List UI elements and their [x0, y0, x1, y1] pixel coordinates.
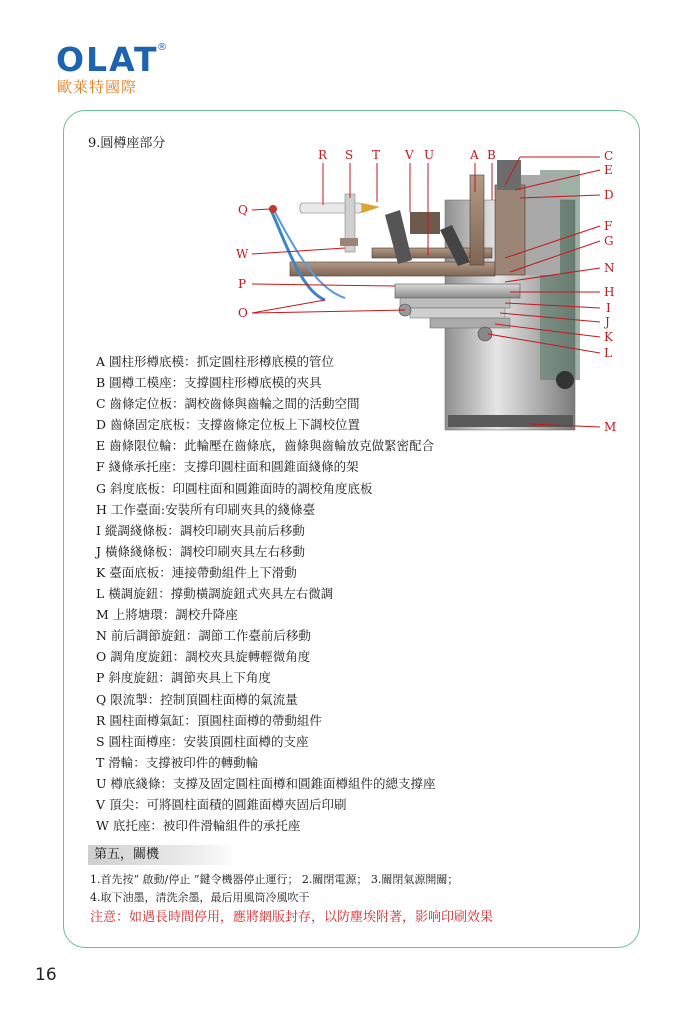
legend-item: U 樽底綫條：支撐及固定圓柱面樽和圓錐面樽組件的總支撐座	[96, 775, 436, 791]
callout-label: S	[345, 148, 354, 162]
legend-item: O 調角度旋鈕：調校夾具旋轉輕微角度	[96, 649, 311, 665]
page-number: 16	[35, 965, 57, 985]
shutdown-section-header	[88, 845, 238, 865]
callout-label: O	[238, 306, 248, 320]
legend-item: S 圓柱面樽座：安裝頂圓柱面樽的支座	[96, 733, 309, 749]
company-logo	[56, 40, 196, 96]
callout-label: I	[606, 301, 611, 315]
legend-item: K 臺面底板：連接帶動組件上下滑動	[96, 564, 297, 580]
callout-label: V	[405, 148, 414, 162]
callout-label: J	[605, 315, 610, 329]
legend-item: I 縱調綫條板：調校印刷夾具前后移動	[96, 522, 305, 538]
legend-item: R 圓柱面樽氣缸：頂圓柱面樽的帶動組件	[96, 712, 322, 728]
legend-item: V 頂尖：可將圓柱面積的圓錐面樽夾固后印刷	[96, 796, 347, 812]
legend-item: E 齒條限位輪：此輪壓在齒條底，齒條與齒輪放克做緊密配合	[96, 438, 435, 454]
logo-chinese-name: 歐萊特國際	[57, 78, 138, 96]
legend-item: F 綫條承托座：支撐印圓柱面和圓錐面綫條的架	[96, 459, 359, 475]
logo-brand-text: OLAT	[56, 40, 159, 79]
legend-item: D 齒條固定底板：支撐齒條定位板上下調校位置	[96, 417, 360, 433]
callout-label: N	[604, 261, 615, 275]
callout-label: R	[318, 148, 328, 162]
legend-item: B 圓樽工模座：支撐圓柱形樽底模的夾具	[96, 375, 322, 391]
callout-label: F	[604, 219, 613, 233]
legend-item: P 斜度旋鈕：調節夾具上下角度	[96, 670, 271, 686]
callout-label: U	[424, 148, 435, 162]
callout-label: M	[604, 420, 617, 434]
legend-item: Q 限流掣：控制頂圓柱面樽的氣流量	[96, 691, 298, 707]
callout-label: E	[604, 163, 613, 177]
callout-label: L	[604, 346, 612, 360]
callout-label: T	[372, 148, 381, 162]
storage-warning: 注意：如遇長時間停用，應將網版封存，以防塵埃附著，影响印刷效果	[90, 910, 494, 925]
shutdown-steps-line-1: 1.首先按“ 啟動/停止 ”鍵令機器停止運行； 2.關閉電源； 3.關閉氣源開關；	[90, 873, 459, 886]
legend-item: C 齒條定位板：調校齒條與齒輪之間的活動空間	[96, 396, 360, 412]
shutdown-steps-line-2: 4.取下油墨，清洗余墨，最后用風筒冷風吹干	[90, 891, 310, 904]
legend-item: H 工作臺面:安裝所有印刷夾具的綫條臺	[96, 501, 316, 517]
legend-item: L 橫調旋鈕：撐動橫調旋鈕式夾具左右微調	[96, 586, 334, 602]
legend-item: W 底托座：被印件滑輪組件的承托座	[96, 818, 301, 834]
callout-label: A	[470, 148, 479, 162]
callout-label: Q	[238, 203, 248, 217]
callout-label: P	[238, 277, 247, 291]
legend-item: M 上將塘環：調校升降座	[96, 607, 238, 623]
section-title: 9.圓樽座部分	[88, 136, 166, 151]
callout-label: B	[487, 148, 496, 162]
legend-item: N 前后調節旋鈕：調節工作臺前后移動	[96, 628, 311, 644]
callout-label: W	[236, 247, 249, 261]
legend-item: G 斜度底板：印圓柱面和圓錐面時的調校角度底板	[96, 480, 373, 496]
parts-legend	[96, 351, 596, 836]
legend-item: T 滑輪：支撐被印件的轉動輪	[96, 754, 259, 770]
shutdown-title: 第五，關機	[94, 847, 160, 862]
callout-label: D	[604, 188, 614, 202]
callout-label: K	[604, 330, 613, 344]
callout-label: H	[604, 285, 615, 299]
legend-item: J 橫條綫條板：調校印刷夾具左右移動	[96, 543, 305, 559]
logo-registered-mark: ®	[157, 42, 167, 53]
callout-label: G	[604, 234, 614, 248]
callout-label: C	[604, 149, 614, 163]
legend-item: A 圓柱形樽底模：抓定圓柱形樽底模的管位	[96, 354, 335, 369]
